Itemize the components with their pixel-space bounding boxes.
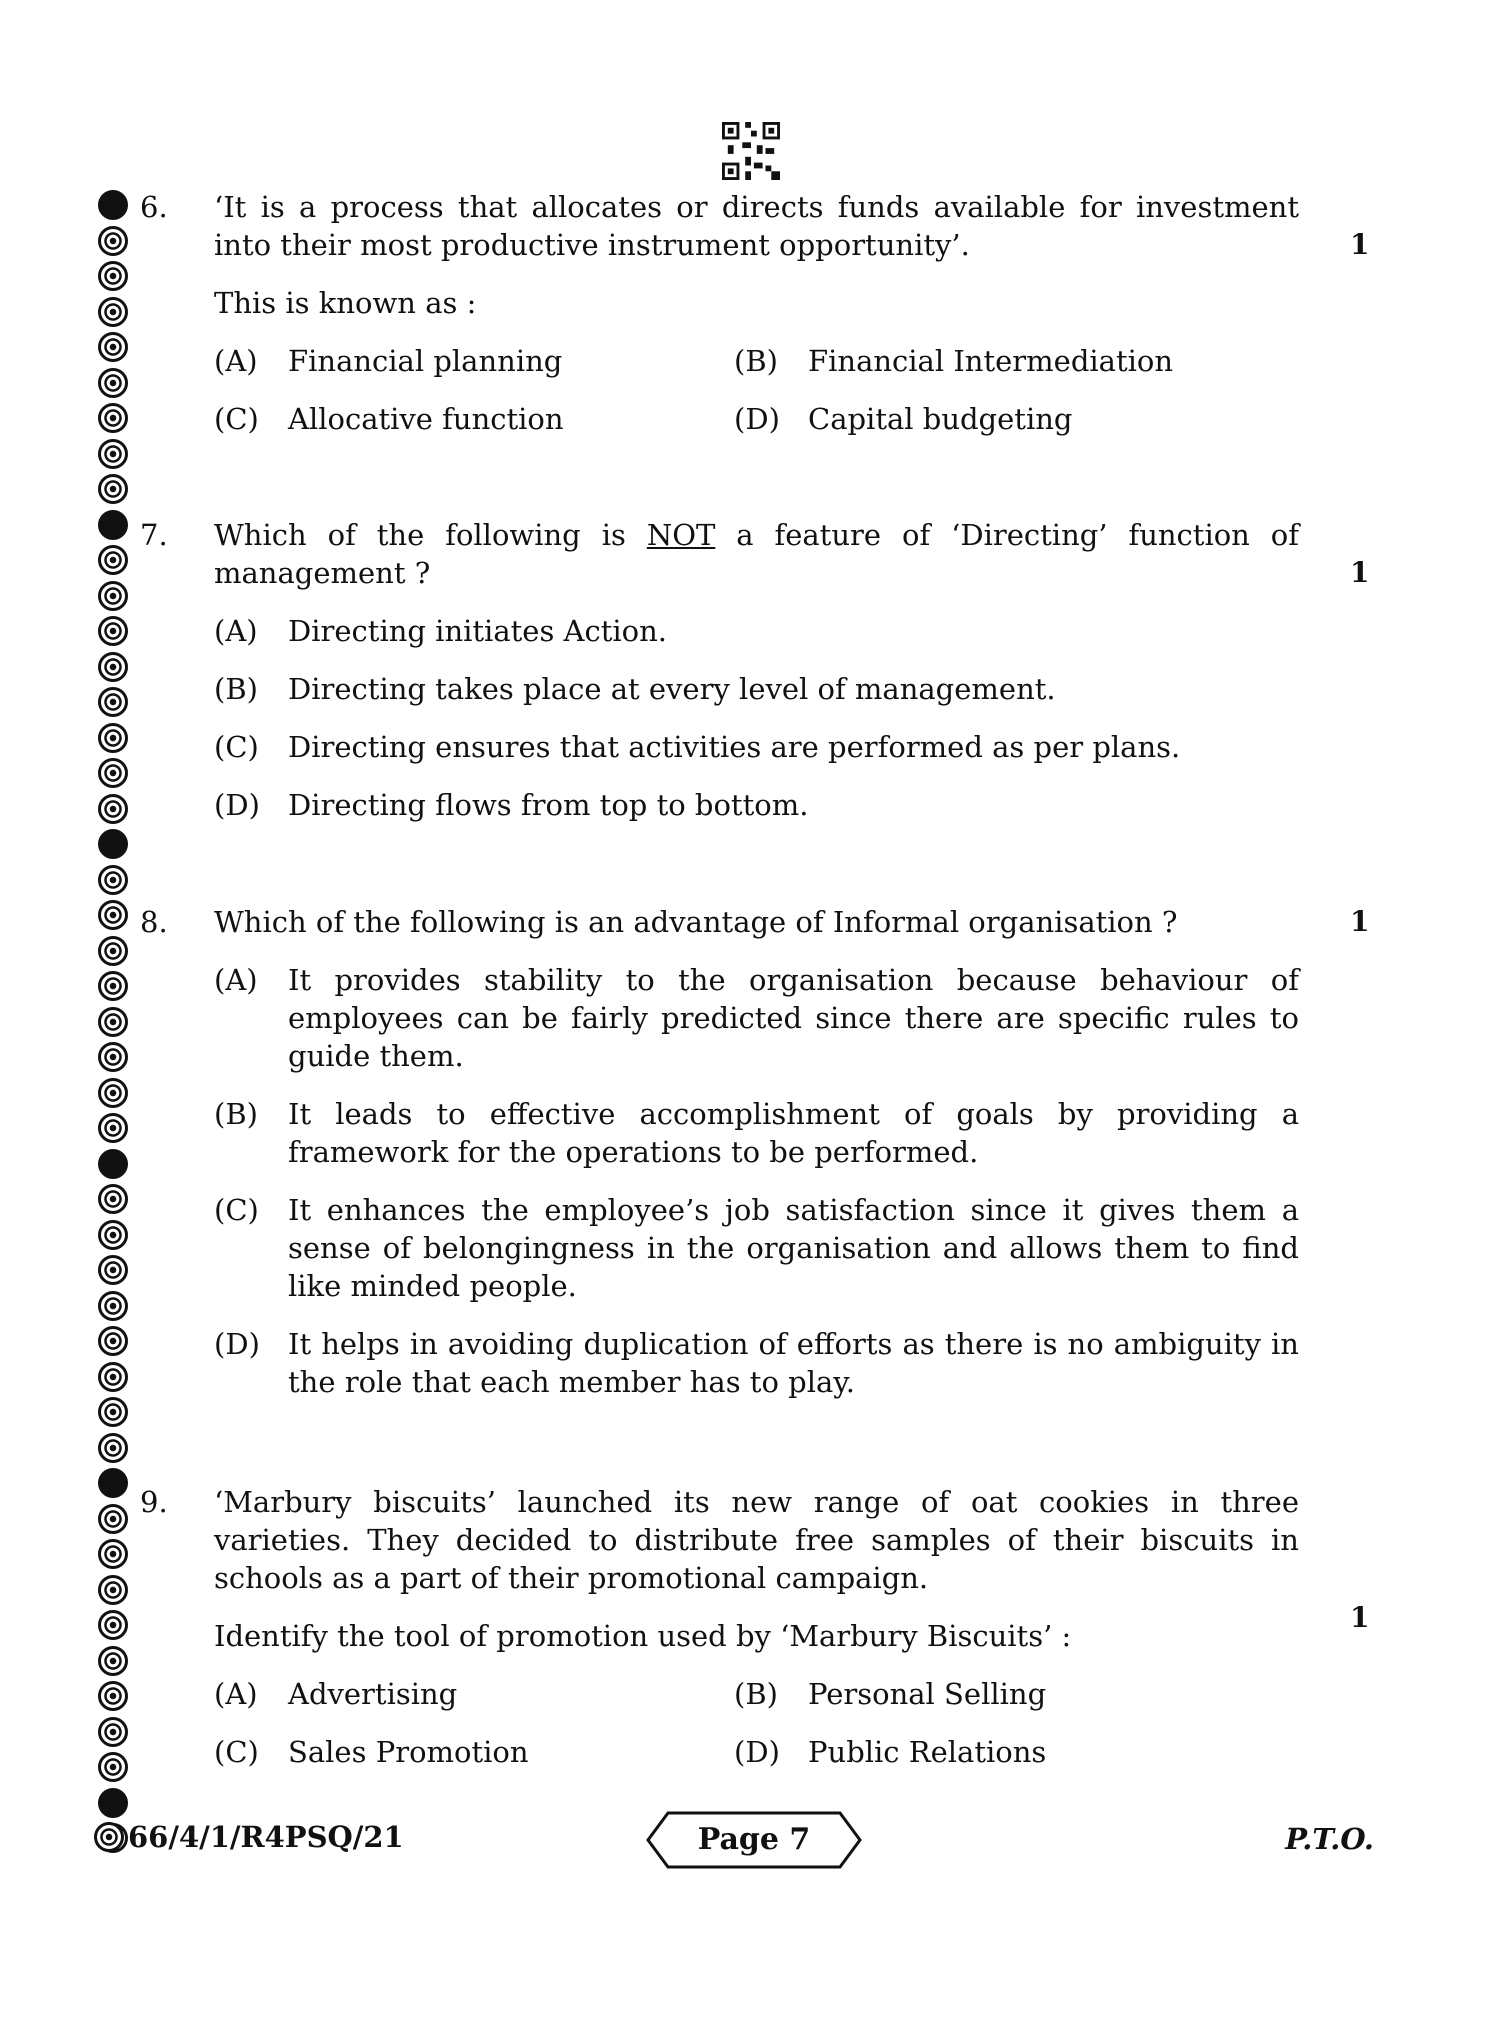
margin-circle-icon (98, 1468, 128, 1498)
margin-circle-icon (98, 297, 128, 327)
margin-circle-icon (98, 1184, 128, 1214)
margin-circle-icon (98, 545, 128, 575)
margin-circle-icon (98, 1078, 128, 1108)
option-label: (B) (734, 344, 778, 378)
margin-circle-icon (98, 190, 128, 220)
option-b[interactable] (214, 670, 1299, 708)
margin-circle-icon (98, 829, 128, 859)
margin-circle-icon (98, 1397, 128, 1427)
margin-circle-icon (98, 403, 128, 433)
question-prompt: Identify the tool of promotion used by ‘Marbury Biscuits’ : (214, 1619, 1072, 1653)
margin-circle-icon (98, 616, 128, 646)
paper-code-text: 66/4/1/R4PSQ/21 (128, 1820, 404, 1854)
option-text: Financial planning (288, 344, 563, 378)
options-row (214, 342, 1299, 380)
margin-circle-icon (98, 1539, 128, 1569)
option-label: (D) (214, 1327, 260, 1361)
margin-circle-icon (98, 1220, 128, 1250)
question-6 (140, 188, 1380, 448)
qr-code (722, 122, 780, 180)
margin-circle-icon (98, 581, 128, 611)
option-text: It leads to effective accomplishment of goals by providing a framework for the operations to be performed. (288, 1097, 1299, 1169)
option-label: (D) (734, 402, 780, 436)
margin-circle-icon (98, 1007, 128, 1037)
pto-label: P.T.O. (1285, 1822, 1374, 1856)
option-a[interactable] (214, 961, 1299, 1075)
margin-circle-icon (98, 723, 128, 753)
question-stem: ‘It is a process that allocates or directs funds available for investment into their most productive instrument opportunity’. (214, 190, 1299, 262)
question-marks: 1 (1350, 228, 1370, 261)
margin-circle-icon (98, 1291, 128, 1321)
question-7 (140, 516, 1380, 836)
option-label: (B) (734, 1677, 778, 1711)
margin-circle-icon (98, 900, 128, 930)
option-label: (C) (214, 402, 259, 436)
margin-circle-icon (98, 865, 128, 895)
margin-circle-icon (98, 1610, 128, 1640)
option-text: Directing ensures that activities are performed as per plans. (288, 730, 1181, 764)
margin-circle-icon (98, 261, 128, 291)
option-a[interactable] (214, 612, 1299, 650)
question-8 (140, 903, 1380, 1423)
margin-circle-icon (98, 1752, 128, 1782)
margin-circle-icon (98, 1255, 128, 1285)
page-number: Page 7 (697, 1822, 811, 1857)
circle-icon (94, 1822, 124, 1852)
option-d[interactable] (734, 1733, 1328, 1771)
option-label: (D) (734, 1735, 780, 1769)
margin-circle-icon (98, 1326, 128, 1356)
margin-circle-icon (98, 1433, 128, 1463)
margin-circle-icon (98, 1149, 128, 1179)
option-label: (B) (214, 1097, 258, 1131)
margin-circle-icon (98, 1575, 128, 1605)
option-text: Personal Selling (808, 1677, 1047, 1711)
option-label: (D) (214, 788, 260, 822)
underlined-word: NOT (646, 518, 716, 552)
question-marks: 1 (1350, 1601, 1370, 1634)
option-d[interactable] (214, 786, 1299, 824)
margin-circle-icon (98, 510, 128, 540)
options-row (214, 400, 1299, 438)
option-label: (C) (214, 730, 259, 764)
question-number: 7. (140, 518, 168, 552)
option-text: It helps in avoiding duplication of efforts as there is no ambiguity in the role that each member has to play. (288, 1327, 1299, 1399)
margin-circle-icon (98, 1113, 128, 1143)
option-d[interactable] (214, 1325, 1299, 1401)
margin-circle-icon (98, 687, 128, 717)
margin-circle-icon (98, 474, 128, 504)
question-stem: Which of the following is an advantage of Informal organisation ? (214, 905, 1178, 939)
option-text: Public Relations (808, 1735, 1047, 1769)
options-row (214, 1675, 1299, 1713)
option-label: (B) (214, 672, 258, 706)
margin-circle-icon (98, 439, 128, 469)
question-stem: Which of the following is NOT a feature of ‘Directing’ function of management ? (214, 518, 1300, 590)
option-c[interactable] (214, 400, 808, 438)
option-c[interactable] (214, 1191, 1299, 1305)
margin-circle-icon (98, 936, 128, 966)
margin-circle-icon (98, 1362, 128, 1392)
option-c[interactable] (214, 728, 1299, 766)
page-number-badge (644, 1810, 864, 1870)
option-text: Capital budgeting (808, 402, 1073, 436)
option-b[interactable] (214, 1095, 1299, 1171)
options-row (214, 1733, 1299, 1771)
question-stem: ‘Marbury biscuits’ launched its new range of oat cookies in three varieties. They decided to distribute free samples of their biscuits in schools as a part of their promotional campaign. (214, 1485, 1299, 1595)
option-a[interactable] (214, 1675, 808, 1713)
margin-circle-strip (96, 190, 136, 1859)
option-b[interactable] (734, 1675, 1328, 1713)
option-d[interactable] (734, 400, 1328, 438)
option-text: Directing flows from top to bottom. (288, 788, 809, 822)
margin-circle-icon (98, 226, 128, 256)
margin-circle-icon (98, 332, 128, 362)
margin-circle-icon (98, 794, 128, 824)
margin-circle-icon (98, 1717, 128, 1747)
question-marks: 1 (1350, 905, 1370, 938)
margin-circle-icon (98, 368, 128, 398)
option-text: Directing initiates Action. (288, 614, 668, 648)
option-text: Allocative function (288, 402, 564, 436)
question-marks: 1 (1350, 556, 1370, 589)
margin-circle-icon (98, 1504, 128, 1534)
option-text: It provides stability to the organisation because behaviour of employees can be fairly predicted since there are specific rules to guide them. (288, 963, 1299, 1073)
margin-circle-icon (98, 652, 128, 682)
option-a[interactable] (214, 342, 808, 380)
question-number: 8. (140, 905, 168, 939)
option-text: It enhances the employee’s job satisfaction since it gives them a sense of belongingness in the organisation and allows them to find like minded people. (288, 1193, 1299, 1303)
option-text: Sales Promotion (288, 1735, 529, 1769)
option-label: (A) (214, 1677, 258, 1711)
margin-circle-icon (98, 971, 128, 1001)
option-text: Advertising (288, 1677, 458, 1711)
option-b[interactable] (734, 342, 1328, 380)
option-label: (A) (214, 614, 258, 648)
margin-circle-icon (98, 1681, 128, 1711)
option-label: (A) (214, 963, 258, 997)
option-c[interactable] (214, 1733, 808, 1771)
margin-circle-icon (98, 1042, 128, 1072)
option-text: Financial Intermediation (808, 344, 1174, 378)
option-label: (C) (214, 1193, 259, 1227)
option-text: Directing takes place at every level of management. (288, 672, 1056, 706)
page-footer (94, 1810, 1374, 1870)
question-number: 9. (140, 1485, 168, 1519)
paper-code (94, 1820, 404, 1854)
question-9 (140, 1483, 1380, 1783)
question-number: 6. (140, 190, 168, 224)
option-label: (A) (214, 344, 258, 378)
margin-circle-icon (98, 1646, 128, 1676)
option-label: (C) (214, 1735, 259, 1769)
margin-circle-icon (98, 758, 128, 788)
question-prompt: This is known as : (214, 286, 477, 320)
